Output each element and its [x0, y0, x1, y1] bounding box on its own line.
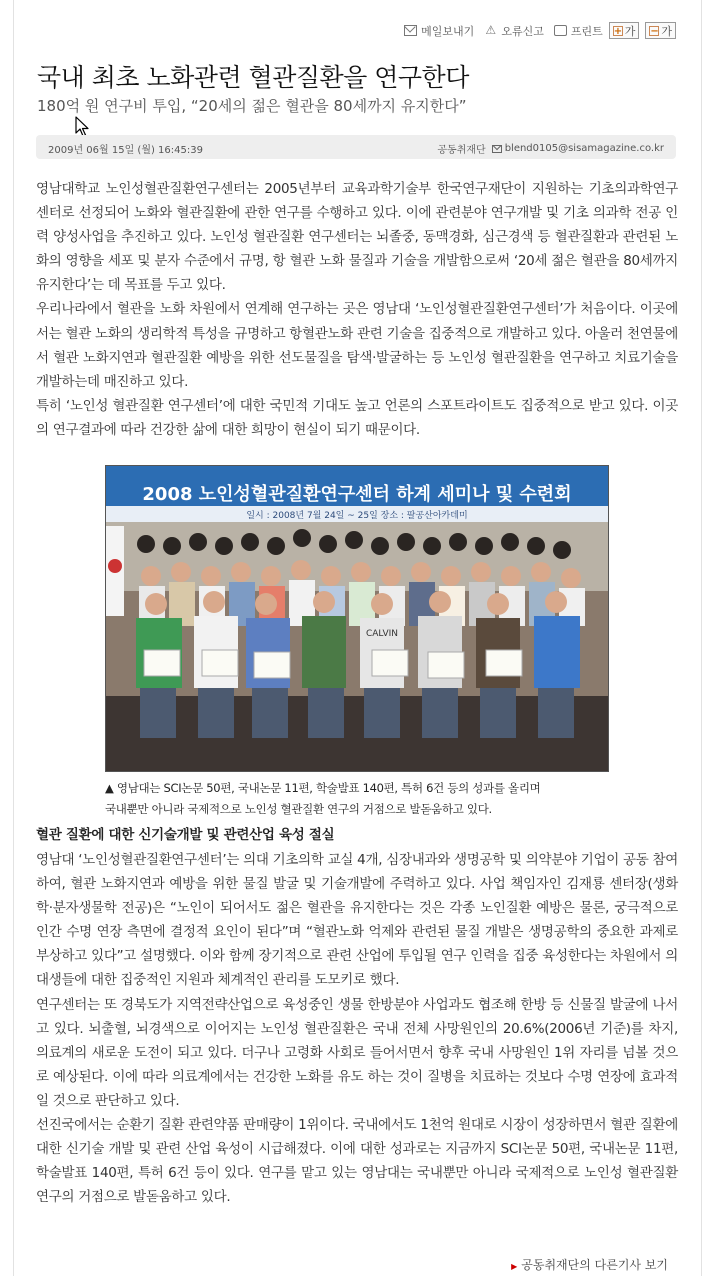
shirt-text: CALVIN	[365, 629, 399, 639]
print-label: 프린트	[570, 24, 603, 38]
article-toolbar	[394, 22, 676, 39]
article-title: 국내 최초 노화관련 혈관질환을 연구한다	[37, 63, 469, 92]
font-increase-button[interactable]	[609, 22, 640, 39]
photo-caption	[105, 778, 615, 820]
plus-icon: +	[613, 25, 623, 37]
report-error-button[interactable]	[484, 23, 544, 39]
paragraph: 우리나라에서 혈관을 노화 차원에서 연계해 연구하는 곳은 영남대 ‘노인성혈관질환연구센터’가 처음이다. 이곳에서는 혈관 노화의 생리학적 특성을 규명하고 항혈관노화 관련 기술을 집중적으로 개발하고 있다. 아울러 천연물에서 혈관 노화지연과 혈관질환 예방을 위한 선도물질을 탐색·발굴하는 등 노인성 혈관질환을 연구하고 치료기술을 개발하는데 매진하고 있다.	[36, 301, 678, 390]
author-name: 공동취재단	[437, 145, 486, 156]
section-heading: 혈관 질환에 대한 신기술개발 및 관련산업 육성 절실	[36, 827, 335, 843]
printer-icon	[554, 25, 567, 36]
minus-icon: −	[650, 25, 659, 37]
font-decrease-button[interactable]	[645, 22, 676, 39]
envelope-icon	[404, 25, 417, 36]
font-decrease-label: 가	[661, 24, 672, 38]
print-button[interactable]	[554, 23, 603, 39]
email-icon	[492, 145, 502, 153]
publish-date: 2009년 06월 15일 (월) 16:45:39	[48, 145, 203, 156]
author-more-articles-link[interactable]	[511, 1256, 668, 1273]
caption-line: ▲ 영남대는 SCI논문 50편, 국내논문 11편, 학술발표 140편, 특허 6건 등의 성과를 올리며	[105, 781, 541, 795]
paragraph: 선진국에서는 순환기 질환 관련약품 판매량이 1위이다. 국내에서도 1천억 원대로 시장이 성장하면서 혈관 질환에 대한 신기술 개발 및 관련 산업 육성이 시급해졌다. 이에 대한 성과로는 지금까지 SCI논문 50편, 국내논문 11편, 학술발표 140편, 특허 6건 등이 있다. 연구를 맡고 있는 영남대는 국내뿐만 아니라 국제적으로 노인성 혈관질환 연구의 거점으로 발돋움하고 있다.	[36, 1117, 678, 1206]
article-body	[36, 177, 678, 442]
paragraph: 영남대 ‘노인성혈관질환연구센터’는 의대 기초의학 교실 4개, 심장내과와 생명공학 및 의약분야 기업이 공동 참여하여, 혈관 노화지연과 예방을 위한 물질 발굴 및 기술개발에 주력하고 있다. 사업 책임자인 김재룡 센터장(생화학·분자생물학 전공)은 “노인이 되어서도 젊은 혈관을 유지한다는 것은 각종 노인질환 예방은 물론, 궁극적으로 인간 수명 연장 측면에 결정적 요인이 된다”며 “혈관노화 억제와 관련된 물질 개발은 생명공학의 중요한 과제로 부상하고 있다”고 설명했다. 이와 함께 장기적으로 관련 산업에 투입될 연구 인력을 집중 육성한다는 차원에서 의대생들에 대한 집중적인 지원과 체계적인 관리를 도모키로 했다.	[36, 852, 678, 989]
article-body-continued	[36, 848, 678, 1209]
banner-title: 2008 노인성혈관질환연구센터 하계 세미나 및 수련회	[142, 484, 572, 505]
arrow-right-icon: ▶	[511, 1262, 518, 1271]
article-meta-bar	[36, 135, 676, 159]
article-subtitle: 180억 원 연구비 투입, “20세의 젊은 혈관을 80세까지 유지한다”	[37, 97, 467, 115]
banner-subtitle: 일시 : 2008년 7월 24일 ~ 25일 장소 : 팔공산아카데미	[246, 511, 468, 521]
alert-icon: ⚠	[485, 23, 497, 37]
caption-line: 국내뿐만 아니라 국제적으로 노인성 혈관질환 연구의 거점으로 발돋움하고 있다.	[105, 802, 492, 816]
author-email[interactable]: blend0105@sisamagazine.co.kr	[504, 143, 664, 154]
paragraph: 영남대학교 노인성혈관질환연구센터는 2005년부터 교육과학기술부 한국연구재단이 지원하는 기초의과학연구센터로 선정되어 노화와 혈관질환에 관한 연구를 수행하고 있다. 이에 관련분야 연구개발 및 기초 의과학 전공 인력 양성사업을 추진하고 있다. 노인성 혈관질환 연구센터는 뇌졸중, 동맥경화, 심근경색 등 혈관질환과 관련된 노화의 영향을 세포 및 분자 수준에서 규명, 항 혈관 노화 물질과 기술을 개발함으로써 ‘20세 젊은 혈관을 80세까지 유지한다’는 데 목표를 두고 있다.	[36, 181, 678, 294]
report-label: 오류신고	[501, 24, 544, 38]
article-photo	[105, 465, 609, 772]
mail-label: 메일보내기	[421, 24, 475, 38]
more-link-label: 공동취재단의 다른기사 보기	[521, 1258, 668, 1272]
mail-button[interactable]	[404, 23, 474, 39]
paragraph: 특히 ‘노인성 혈관질환 연구센터’에 대한 국민적 기대도 높고 언론의 스포트라이트도 집중적으로 받고 있다. 이곳의 연구결과에 따라 건강한 삶에 대한 희망이 현실이 되기 때문이다.	[36, 397, 678, 438]
font-increase-label: 가	[624, 24, 636, 38]
paragraph: 연구센터는 또 경북도가 지역전략산업으로 육성중인 생물 한방분야 사업과도 협조해 한방 등 신물질 발굴에 나서고 있다. 뇌출혈, 뇌경색으로 이어지는 노인성 혈관질환은 국내 전체 사망원인의 20.6%(2006년 기준)를 차지, 의료계의 새로운 도전이 되고 있다. 더구나 고령화 사회로 들어서면서 향후 국내 사망원인 1위 자리를 넘볼 것으로 예상된다. 이에 따라 의료계에서는 건강한 노화를 유도 하는 것이 질병을 치료하는 것보다 수명 연장에 효과적일 것으로 판단하고 있다.	[36, 996, 678, 1109]
group-photo-illustration	[106, 466, 608, 771]
